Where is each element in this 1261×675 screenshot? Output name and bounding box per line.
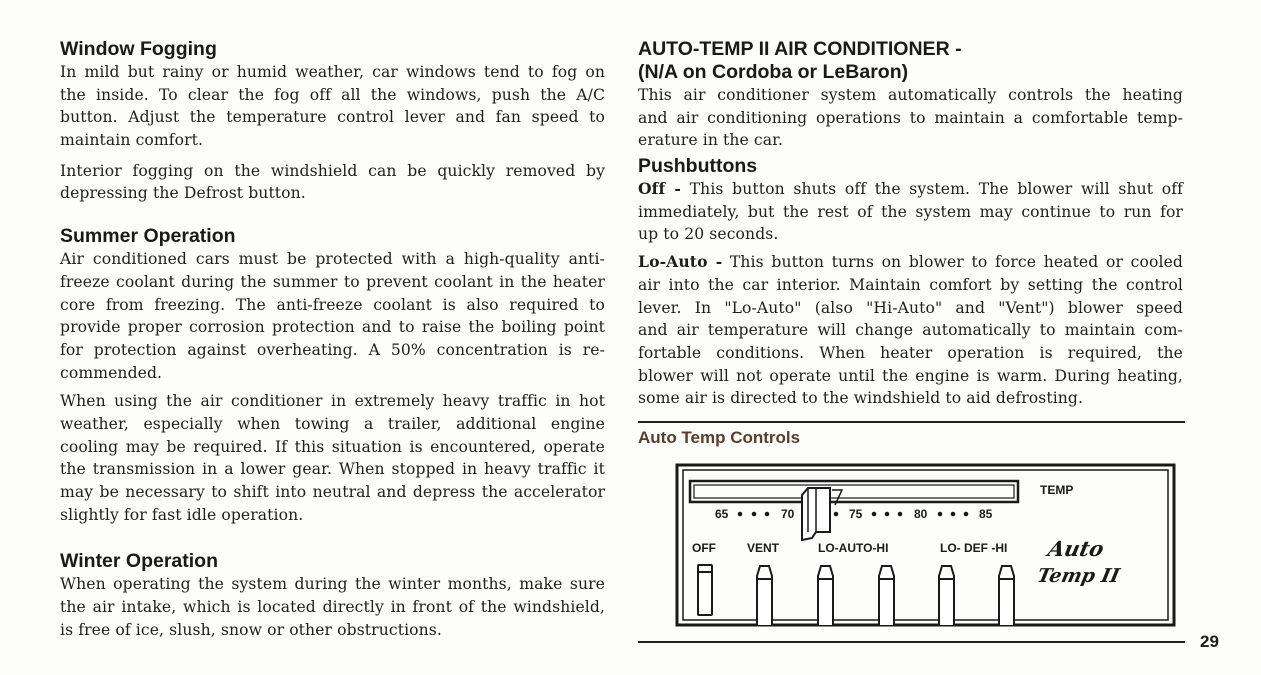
hi-def-button[interactable] (999, 566, 1014, 625)
text-line: for protection against overheating. A 50% concentration is re- (60, 340, 605, 359)
figure-caption: Auto Temp Controls (638, 428, 801, 447)
text-line: provide proper corrosion protection and to raise the boiling point (60, 318, 605, 337)
text-line: and air conditioning operations to maintain a comfortable temp- (638, 108, 1183, 127)
text-line: slightly for fast idle operation. (60, 505, 304, 524)
heading-winter-operation: Winter Operation (60, 550, 218, 573)
text-line: When using the air conditioner in extremely heavy traffic in hot (60, 392, 605, 411)
text-line: weather, especially when towing a trailer, additional engine (60, 414, 605, 433)
lo-auto-button[interactable] (818, 566, 833, 625)
scale-80: 80 (914, 507, 928, 521)
text-line: is free of ice, slush, snow or other obstructions. (60, 620, 442, 639)
text-line: up to 20 seconds. (638, 225, 779, 244)
text-line: some air is directed to the windshield to aid defrosting. (638, 389, 1084, 408)
hi-auto-button[interactable] (879, 566, 894, 625)
text-line: the air intake, which is located directly in front of the windshield, (60, 598, 605, 617)
text-line: and air temperature will change automatically to maintain com- (638, 321, 1183, 340)
scale-75: 75 (849, 507, 863, 521)
text-line: may be necessary to shift into neutral and depress the accelerator (60, 483, 605, 501)
logo-temp-ii: Temp II (1035, 564, 1122, 587)
text-line: cooling may be required. If this situation is encountered, operate (60, 437, 605, 456)
scale-70: 70 (781, 507, 795, 521)
heading-pushbuttons: Pushbuttons (638, 155, 758, 178)
label-lo-auto-hi: LO-AUTO-HI (818, 541, 889, 555)
label-lo-def-hi: LO- DEF -HI (940, 541, 1008, 555)
text-line: freeze coolant during the summer to prevent coolant in the heater (60, 272, 605, 291)
text-line: button. Adjust the temperature control lever and fan speed to (60, 108, 605, 127)
logo-auto: Auto (1045, 537, 1107, 562)
heading-summer-operation: Summer Operation (60, 225, 236, 248)
text-line: maintain comfort. (60, 131, 204, 150)
run-in-label: Lo-Auto - (638, 252, 723, 272)
text-line: the transmission in a lower gear. When stopped in heavy traffic it (60, 460, 605, 479)
page-number: 29 (1200, 632, 1219, 651)
label-off: OFF (692, 541, 716, 555)
line-text: This button shuts off the system. The blower will shut off (681, 180, 1184, 199)
scale-65: 65 (715, 507, 729, 521)
lo-def-button[interactable] (939, 566, 954, 625)
text-line: fortable conditions. When heater operation is required, the (638, 343, 1183, 362)
heading-window-fogging: Window Fogging (60, 38, 217, 60)
text-line: core from freezing. The anti-freeze coolant is also required to (60, 295, 605, 314)
temp-slot (690, 481, 1018, 502)
scale-85: 85 (979, 507, 993, 521)
run-in-label: Off - (638, 179, 682, 199)
temp-slot-inner (694, 485, 1014, 498)
line-text: This button turns on blower to force heated or cooled (722, 253, 1183, 272)
text-line: Interior fogging on the windshield can be quickly removed by (60, 161, 605, 180)
text-line: the inside. To clear the fog off all the windows, push the A/C (60, 85, 605, 104)
heading-auto-temp-line2: (N/A on Cordoba or LeBaron) (638, 61, 909, 83)
text-line: This air conditioner system automatically controls the heating (638, 86, 1183, 104)
text-line: immediately, but the rest of the system may continue to run for (638, 202, 1183, 221)
vent-button[interactable] (757, 566, 772, 625)
text-line: depressing the Defrost button. (60, 184, 306, 203)
bottom-rule (638, 641, 1185, 643)
off-button[interactable] (698, 565, 712, 615)
temp-label: TEMP (1040, 483, 1074, 497)
text-line: erature in the car. (638, 131, 784, 150)
text-line: When operating the system during the winter months, make sure (60, 575, 605, 594)
text-line: commended. (60, 363, 163, 382)
label-vent: VENT (747, 541, 780, 555)
text-line: In mild but rainy or humid weather, car windows tend to fog on (60, 63, 605, 81)
text-line: Air conditioned cars must be protected with a high-quality anti- (60, 250, 605, 269)
text-line: blower will not operate until the engine is warm. During heating, (638, 366, 1183, 385)
heading-auto-temp-line1: AUTO-TEMP II AIR CONDITIONER - (638, 38, 962, 60)
text-line: air into the car interior. Maintain comfort by setting the control (638, 275, 1183, 294)
text-line: lever. In "Lo-Auto" (also "Hi-Auto" and "Vent") blower speed (638, 298, 1183, 317)
auto-temp-ii-logo (1035, 537, 1128, 587)
